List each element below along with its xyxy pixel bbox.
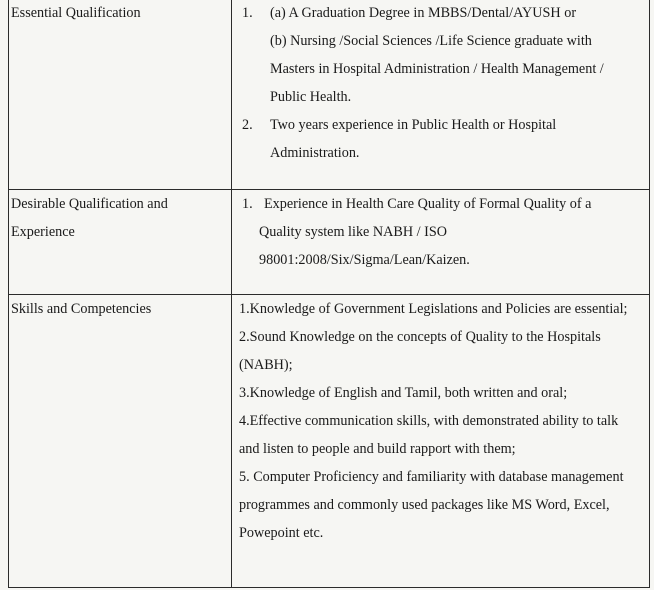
list-item: Powepoint etc. bbox=[239, 525, 324, 541]
row-label-cell bbox=[9, 0, 232, 190]
list-item: programmes and commonly used packages like MS Word, Excel, bbox=[239, 497, 610, 513]
list-item: and listen to people and build rapport with them; bbox=[239, 441, 516, 457]
list-item bbox=[237, 111, 649, 139]
item-number: 1. bbox=[242, 196, 253, 212]
item-text: Administration. bbox=[270, 145, 360, 161]
row-value-cell bbox=[232, 0, 650, 190]
row-label: Skills and Competencies bbox=[11, 301, 152, 317]
table-row-essential-qualification bbox=[9, 0, 650, 190]
list-item bbox=[237, 0, 649, 27]
list-item: 1.Knowledge of Government Legislations and Policies are essential; bbox=[239, 301, 628, 317]
list-item: 3.Knowledge of English and Tamil, both written and oral; bbox=[239, 385, 568, 401]
item-text: (a) A Graduation Degree in MBBS/Dental/AYUSH or bbox=[270, 5, 577, 21]
list-item: (NABH); bbox=[239, 357, 293, 373]
row-label: Experience bbox=[11, 224, 75, 240]
item-text: Masters in Hospital Administration / Health Management / bbox=[270, 61, 604, 77]
list-item: 5. Computer Proficiency and familiarity with database management bbox=[239, 469, 624, 485]
row-label-cell bbox=[9, 190, 232, 295]
item-number: 2. bbox=[242, 117, 253, 133]
list-item: 2.Sound Knowledge on the concepts of Quality to the Hospitals bbox=[239, 329, 601, 345]
row-label: Essential Qualification bbox=[11, 5, 141, 21]
item-text: (b) Nursing /Social Sciences /Life Science graduate with bbox=[270, 33, 592, 49]
item-text: Public Health. bbox=[270, 89, 352, 105]
item-text: 98001:2008/Six/Sigma/Lean/Kaizen. bbox=[259, 252, 470, 268]
table-row-desirable-qualification bbox=[9, 190, 650, 295]
list-item: 4.Effective communication skills, with demonstrated ability to talk bbox=[239, 413, 619, 429]
qualification-table bbox=[8, 0, 650, 588]
item-text: Quality system like NABH / ISO bbox=[259, 224, 447, 240]
row-value-cell bbox=[232, 190, 650, 295]
list-item bbox=[237, 190, 649, 218]
row-value-cell bbox=[232, 295, 650, 588]
item-text: Experience in Health Care Quality of Formal Quality of a bbox=[264, 196, 592, 212]
item-text: Two years experience in Public Health or Hospital bbox=[270, 117, 557, 133]
row-label-cell bbox=[9, 295, 232, 588]
row-label: Desirable Qualification and bbox=[11, 196, 168, 212]
table-row-skills-competencies bbox=[9, 295, 650, 588]
item-number: 1. bbox=[242, 5, 253, 21]
